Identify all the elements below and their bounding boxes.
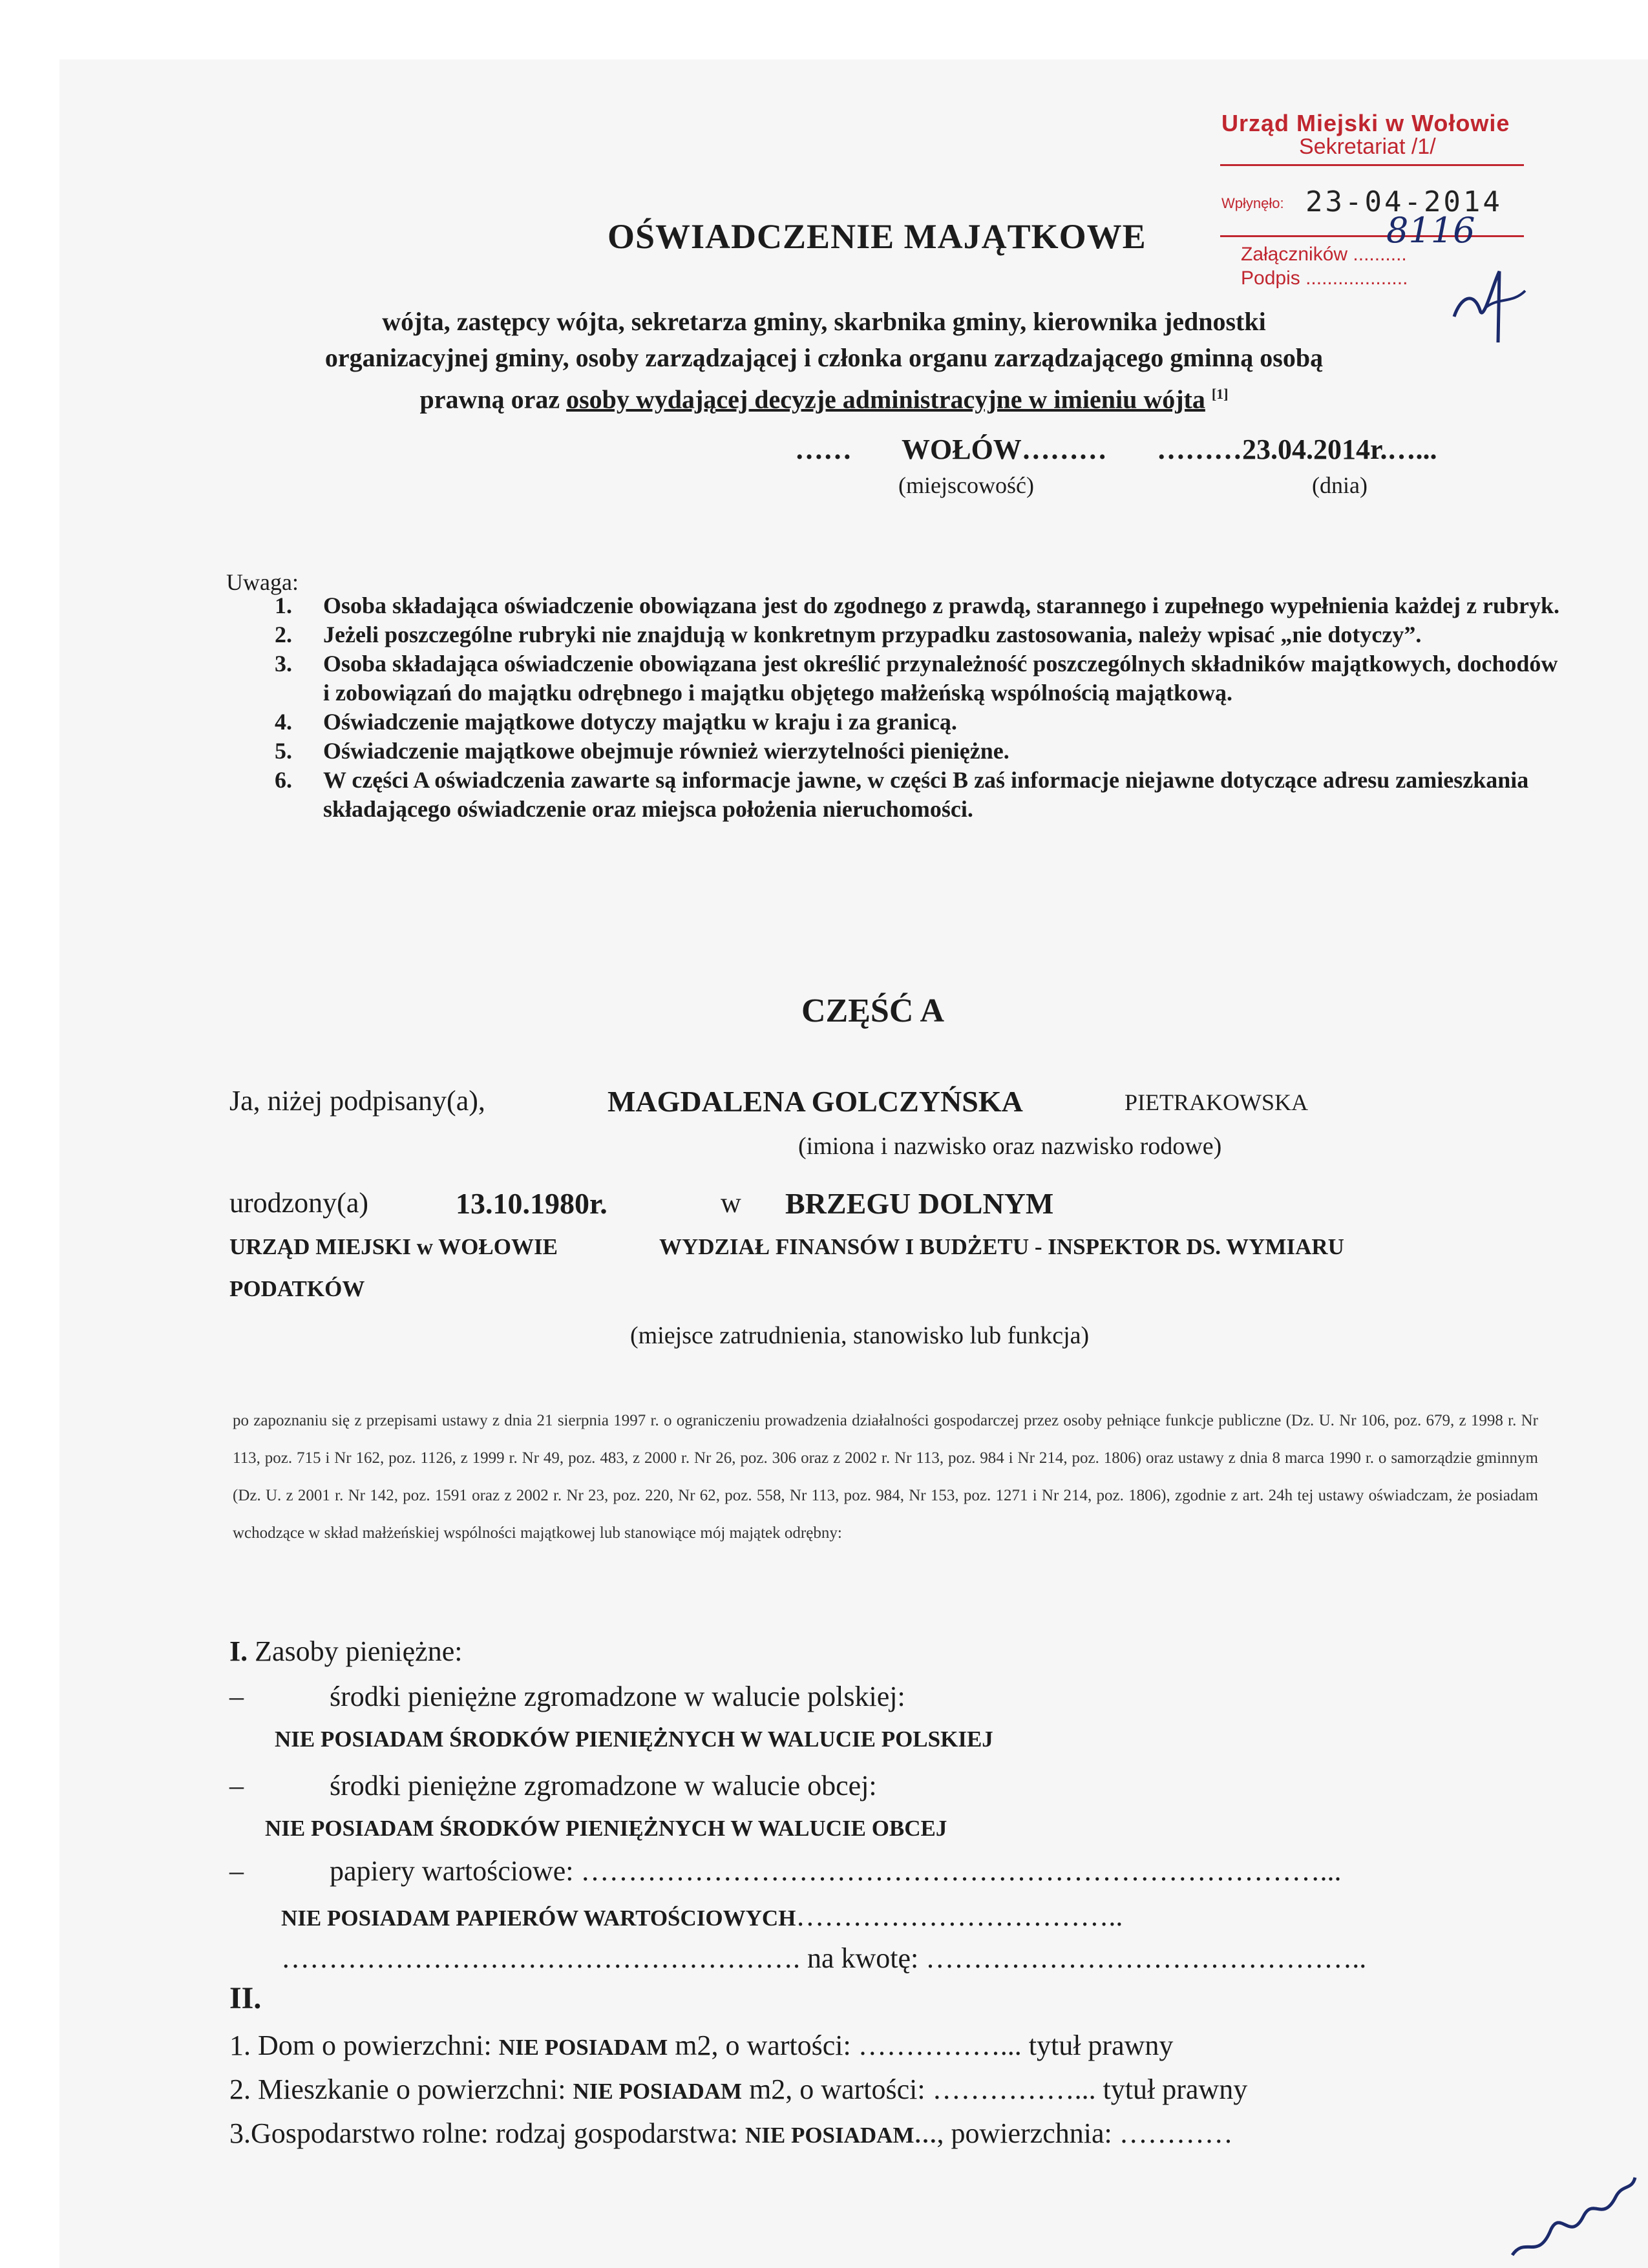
list-item: 1. Osoba składająca oświadczenie obowiązana jest do zgodnego z prawdą, starannego i zupełnego wypełnienia każdej z rubryk. <box>275 593 1560 618</box>
pln-label: środki pieniężne zgromadzone w walucie polskiej: <box>330 1681 905 1712</box>
employer: URZĄD MIEJSKI w WOŁOWIE <box>229 1234 558 1259</box>
stamp-office: Urząd Miejski w Wołowie <box>1221 110 1510 136</box>
stamp-signature: Podpis ................... <box>1241 268 1408 289</box>
employment-caption: (miejsce zatrudnienia, stanowisko lub funkcja) <box>630 1322 1090 1349</box>
amount-line <box>281 1942 1366 1975</box>
stamp-handwritten-number: 8116 <box>1386 210 1475 251</box>
list-item: 6. W części A oświadczenia zawarte są informacje jawne, w części B zaś informacje niejawne dotyczące adresu zamieszkania składającego oświadczenie oraz miejsca położenia nieruchomości. <box>275 767 1529 822</box>
document-subtitle <box>178 304 1470 417</box>
stamp-received-label: Wpłynęło: <box>1221 195 1284 211</box>
notes-list <box>220 591 1564 824</box>
place-value: WOŁÓW……… <box>902 434 1107 465</box>
place-prefix: …… <box>795 434 852 465</box>
list-item: 3. Osoba składająca oświadczenie obowiązana jest określić przynależność poszczególnych składników majątkowych, dochodów i zobowiązań do majątku odrębnego i majątku objętego małżeńską wspólnością majątkową. <box>275 651 1558 706</box>
bullet-dash: – <box>229 1770 244 1801</box>
flat-line: 2. Mieszkanie o powierzchni: NIE POSIADAM m2, o wartości: ……………... tytuł prawny <box>229 2074 1248 2105</box>
stamp-unit: Sekretariat /1/ <box>1299 134 1436 159</box>
subtitle-line: wójta, zastępcy wójta, sekretarza gminy, skarbnika gminy, kierownika jednostki <box>382 307 1266 336</box>
declarant-name: MAGDALENA GOLCZYŃSKA <box>607 1085 1023 1118</box>
list-item: 2. Jeżeli poszczególne rubryki nie znajdują w konkretnym przypadku zastosowania, należy wpisać „nie dotyczy”. <box>275 622 1422 647</box>
born-label: urodzony(a) <box>229 1187 369 1219</box>
maiden-name: PIETRAKOWSKA <box>1125 1089 1308 1115</box>
amount-dots-left: ………………………………………………. <box>281 1942 800 1974</box>
amount-dots-right: ……………………………………….. <box>925 1942 1367 1974</box>
position-continued: PODATKÓW <box>229 1276 365 1301</box>
securities-label: papiery wartościowe: ……………………………………………………………………... <box>330 1855 1342 1887</box>
list-item: 4. Oświadczenie majątkowe dotyczy majątku w kraju i za granicą. <box>275 709 957 735</box>
securities-dots: …………………………….. <box>796 1900 1123 1932</box>
securities-line <box>281 1900 1123 1933</box>
house-value: NIE POSIADAM <box>498 2035 668 2060</box>
stamp-attachments: Załączników .......... <box>1241 244 1407 265</box>
section-1-heading <box>229 1635 462 1668</box>
list-item: 5. Oświadczenie majątkowe obejmuje również wierzytelności pieniężne. <box>275 738 1009 764</box>
subtitle-line <box>178 376 1470 417</box>
document-title: OŚWIADCZENIE MAJĄTKOWE <box>607 217 1146 256</box>
subtitle-underlined: osoby wydającej decyzje administracyjne w imieniu wójta <box>566 384 1205 414</box>
section-1-numeral: I. <box>229 1635 248 1667</box>
section-1-title: Zasoby pieniężne: <box>255 1635 463 1667</box>
flat-value: NIE POSIADAM <box>573 2079 743 2104</box>
stamp-divider <box>1220 164 1524 166</box>
birth-place: BRZEGU DOLNYM <box>785 1187 1054 1220</box>
pln-value: NIE POSIADAM ŚRODKÓW PIENIĘŻNYCH W WALUCIE POLSKIEJ <box>275 1727 993 1752</box>
section-2-numeral: II. <box>229 1981 262 2015</box>
notes-heading: Uwaga: <box>226 569 299 595</box>
bullet-dash: – <box>229 1681 244 1712</box>
footnote-marker: [1] <box>1211 386 1229 402</box>
amount-label: na kwotę: <box>807 1942 919 1974</box>
subtitle-prefix: prawną oraz <box>419 384 567 414</box>
stamp-divider <box>1220 235 1524 237</box>
position: WYDZIAŁ FINANSÓW I BUDŻETU - INSPEKTOR DS. WYMIARU <box>659 1234 1344 1259</box>
foreign-value: NIE POSIADAM ŚRODKÓW PIENIĘŻNYCH W WALUCIE OBCEJ <box>265 1816 947 1841</box>
stamp-received-date: 23-04-2014 <box>1305 185 1503 218</box>
handwritten-signature <box>1506 2158 1642 2268</box>
subtitle-line: organizacyjnej gminy, osoby zarządzającej i członka organu zarządzającego gminną osobą <box>324 343 1324 372</box>
law-reference-text: po zapoznaniu się z przepisami ustawy z dnia 21 sierpnia 1997 r. o ograniczeniu prowadzenia działalności gospodarczej przez osoby pełniące funkcje publiczne (Dz. U. Nr 106, poz. 679, z 1998 r. Nr 113, poz. 715 i Nr 162, poz. 1126, z 1999 r. Nr 49, poz. 483, z 2000 r. Nr 26, poz. 306 oraz z 2002 r. Nr 113, poz. 984 i Nr 214, poz. 1806) oraz ustawy z dnia 8 marca 1990 r. o samorządzie gminnym (Dz. U. z 2001 r. Nr 142, poz. 1591 oraz z 2002 r. Nr 23, poz. 220, Nr 62, poz. 558, Nr 113, poz. 984, Nr 153, poz. 1271 i Nr 214, poz. 1806), zgodnie z art. 24h tej ustawy oświadczam, że posiadam wchodzące w skład małżeńskiej wspólności majątkowej lub stanowiące mój majątek odrębny: <box>233 1412 1538 1542</box>
bullet-dash: – <box>229 1855 244 1887</box>
date-caption: (dnia) <box>1312 472 1368 498</box>
house-line: 1. Dom o powierzchni: NIE POSIADAM m2, o wartości: ……………... tytuł prawny <box>229 2030 1174 2061</box>
date-value: ………23.04.2014r.…... <box>1157 434 1437 465</box>
securities-value: NIE POSIADAM PAPIERÓW WARTOŚCIOWYCH <box>281 1906 796 1931</box>
birth-date: 13.10.1980r. <box>456 1187 607 1220</box>
place-caption: (miejscowość) <box>898 472 1034 498</box>
born-in-label: w <box>721 1187 741 1219</box>
farm-line: 3.Gospodarstwo rolne: rodzaj gospodarstwa: NIE POSIADAM…, powierzchnia: ………… <box>229 2117 1233 2149</box>
declarant-label: Ja, niżej podpisany(a), <box>229 1085 485 1117</box>
name-caption: (imiona i nazwisko oraz nazwisko rodowe) <box>798 1133 1222 1160</box>
part-a-heading: CZĘŚĆ A <box>801 992 945 1029</box>
foreign-label: środki pieniężne zgromadzone w walucie obcej: <box>330 1770 877 1801</box>
farm-value: NIE POSIADAM… <box>745 2123 937 2148</box>
